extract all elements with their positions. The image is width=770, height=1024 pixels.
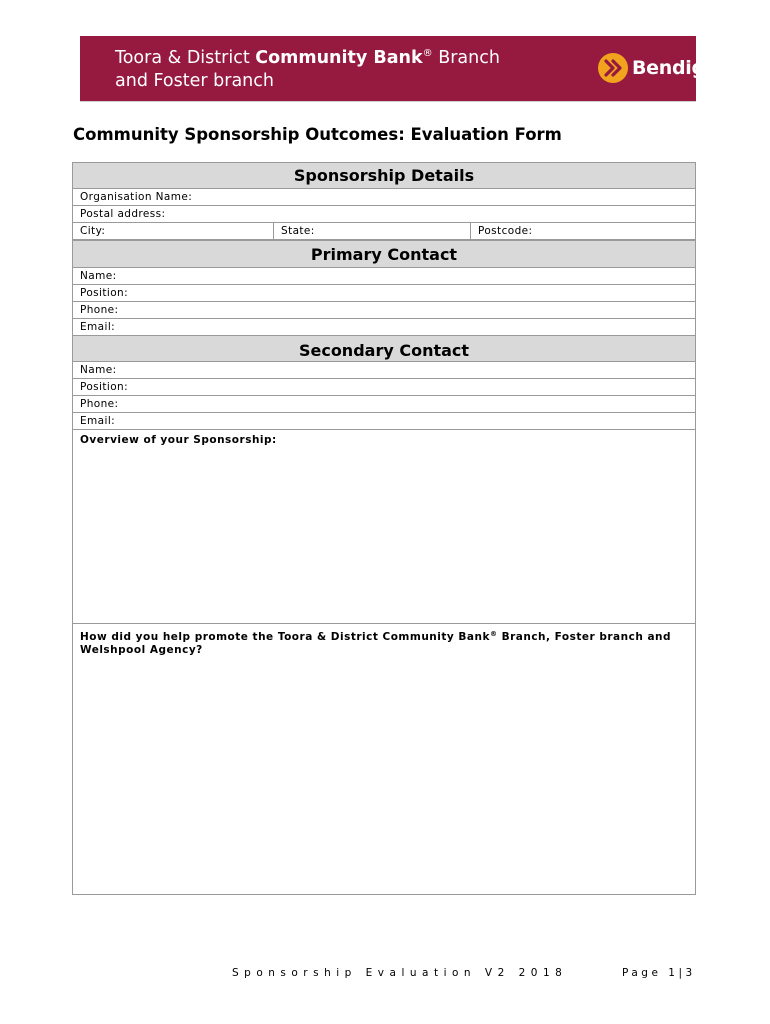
sponsorship-overview-label: Overview of your Sponsorship: (80, 434, 277, 446)
sponsorship-overview-field[interactable] (73, 430, 695, 624)
organisation-name-field[interactable]: Organisation Name: (73, 189, 695, 206)
promotion-answer-field[interactable] (73, 624, 695, 894)
evaluation-form (72, 162, 696, 895)
secondary-name-field[interactable]: Name: (73, 362, 695, 379)
header-line-2: and Foster branch (115, 71, 274, 91)
sponsorship-details-heading: Sponsorship Details (73, 163, 695, 189)
form-title: Community Sponsorship Outcomes: Evaluation Form (73, 125, 562, 144)
promotion-question-label: How did you help promote the Toora & District Community Bank® Branch, Foster branch and Welshpool Agency? (80, 630, 672, 656)
primary-position-field[interactable]: Position: (73, 285, 695, 302)
secondary-contact-heading: Secondary Contact (73, 336, 695, 362)
secondary-position-field[interactable]: Position: (73, 379, 695, 396)
bendigo-logo (598, 52, 705, 84)
header-line-1: Toora & District Community Bank® Branch (115, 48, 500, 68)
primary-name-field[interactable]: Name: (73, 268, 695, 285)
secondary-email-field[interactable]: Email: (73, 413, 695, 430)
city-state-postcode-row (73, 223, 695, 240)
footer-page-number: Page 1|3 (622, 967, 696, 979)
primary-contact-heading: Primary Contact (73, 240, 695, 268)
header-banner (80, 36, 705, 101)
city-field[interactable]: City: (73, 223, 274, 239)
state-field[interactable]: State: (274, 223, 471, 239)
bendigo-logo-text: Bendig (632, 57, 705, 79)
primary-email-field[interactable]: Email: (73, 319, 695, 336)
bendigo-logo-icon (598, 53, 628, 83)
primary-phone-field[interactable]: Phone: (73, 302, 695, 319)
header-divider (80, 101, 696, 102)
community-bank-label: Community Bank (255, 48, 423, 68)
secondary-phone-field[interactable]: Phone: (73, 396, 695, 413)
postal-address-field[interactable]: Postal address: (73, 206, 695, 223)
postcode-field[interactable]: Postcode: (478, 225, 533, 237)
footer-document-title: Sponsorship Evaluation V2 2018 (232, 967, 568, 979)
